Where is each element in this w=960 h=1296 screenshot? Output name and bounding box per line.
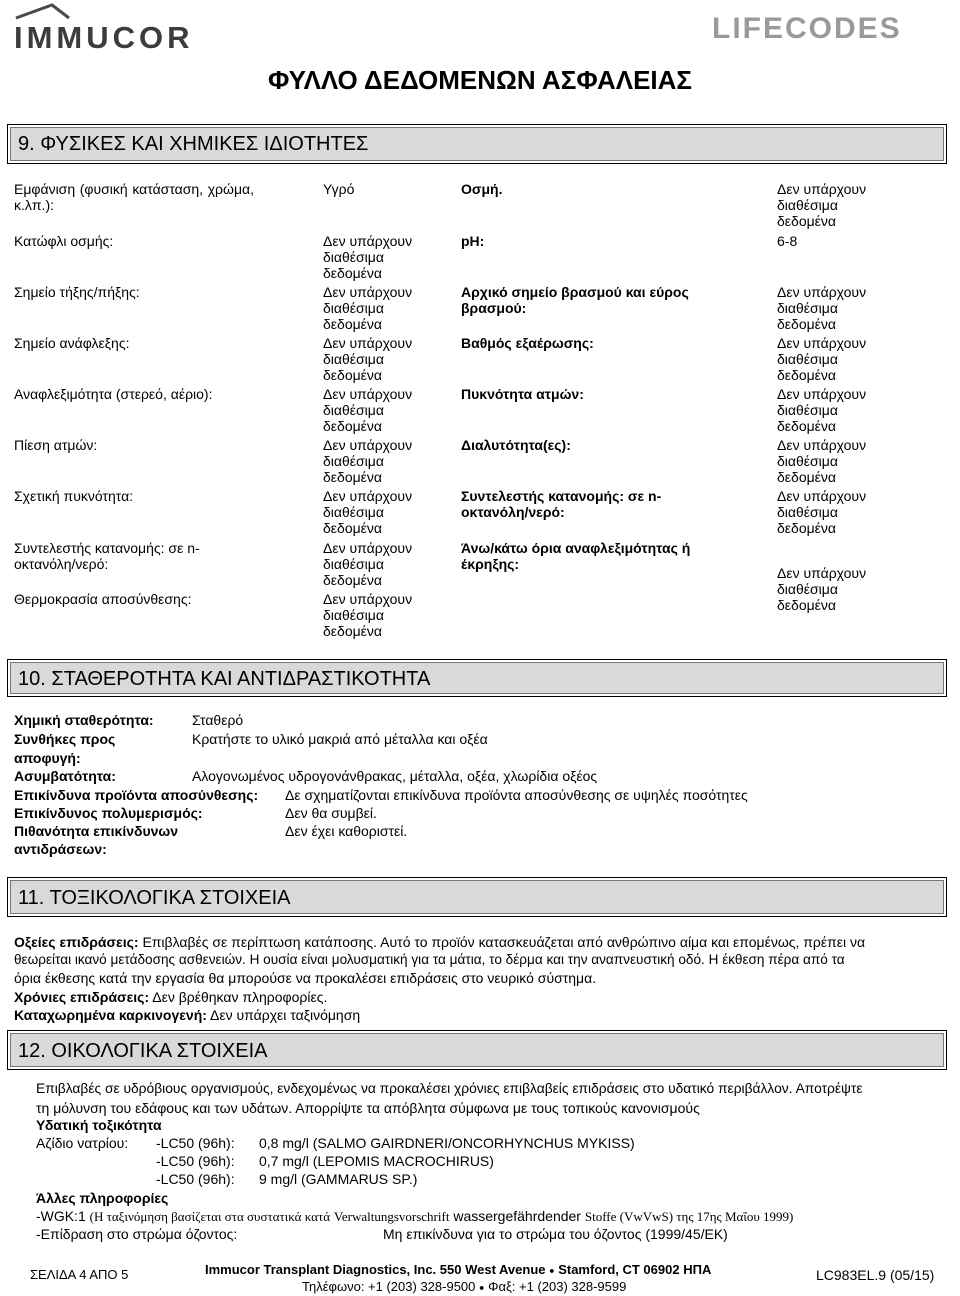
footer-page-number: ΣΕΛΙΔΑ 4 ΑΠΟ 5 (30, 1267, 129, 1282)
s9-right-label-vapour-density: Πυκνότητα ατμών: (461, 386, 584, 402)
wgk-note-1: (Η ταξινόμηση βασίζεται στα συστατικά κατά (89, 1209, 331, 1224)
ozone-label: -Επίδραση στο στρώμα όζοντος: (36, 1226, 238, 1242)
s9-left-value-flash-point: Δεν υπάρχουν διαθέσιμα δεδομένα (323, 335, 413, 383)
s9-right-label-explosive-limits: Άνω/κάτω όρια αναφλεξιμότητας ή έκρηξης: (461, 540, 691, 572)
s9-left-label-flash-point: Σημείο ανάφλεξης: (14, 335, 130, 351)
s9-left-value-appearance: Υγρό (323, 181, 355, 197)
section-12-title: 12. ΟΙΚΟΛΟΓΙΚΑ ΣΤΟΙΧΕΙΑ (18, 1040, 268, 1062)
acute-effects-line-1 (14, 934, 865, 950)
footer-phone: Τηλέφωνο: +1 (203) 328-9500 (302, 1279, 476, 1294)
footer-address-line (205, 1262, 711, 1279)
conditions-avoid-label-2: αποφυγή: (14, 750, 81, 766)
chronic-effects-value: Δεν βρέθηκαν πληροφορίες. (152, 989, 328, 1005)
section-9-header (7, 124, 947, 164)
chronic-effects-label: Χρόνιες επιδράσεις: (14, 989, 150, 1005)
s9-right-label-evaporation-rate: Βαθμός εξαέρωσης: (461, 335, 594, 351)
other-info-heading: Άλλες πληροφορίες (36, 1190, 169, 1206)
s9-left-label-flammability: Αναφλεξιμότητα (στερεό, αέριο): (14, 386, 213, 402)
acute-effects-label: Οξείες επιδράσεις: (14, 934, 139, 950)
footer-document-code: LC983EL.9 (05/15) (816, 1267, 935, 1283)
ozone-value: Μη επικίνδυνα για το στρώμα του όζοντος (1999/45/EK) (383, 1226, 728, 1242)
stability-value: Σταθερό (192, 712, 244, 728)
s9-left-value-decomposition-temp: Δεν υπάρχουν διαθέσιμα δεδομένα (323, 591, 413, 639)
s9-left-label-relative-density: Σχετική πυκνότητα: (14, 488, 134, 504)
section-10-title: 10. ΣΤΑΘΕΡΟΤΗΤΑ ΚΑΙ ΑΝΤΙΔΡΑΣΤΙΚΟΤΗΤΑ (18, 668, 431, 690)
s9-left-value-vapour-pressure: Δεν υπάρχουν διαθέσιμα δεδομένα (323, 437, 413, 485)
acute-effects-text-1: Επιβλαβές σε περίπτωση κατάποσης. Αυτό το προϊόν κατασκευάζεται από ανθρώπινο αίμα και επομένως, πρέπει να (142, 934, 866, 950)
section-11-header (7, 877, 947, 917)
s9-right-value-boiling-point: Δεν υπάρχουν διαθέσιμα δεδομένα (777, 284, 867, 332)
s9-right-label-ph: pH: (461, 233, 485, 249)
immucor-logo (14, 2, 214, 55)
reactions-value: Δεν έχει καθοριστεί. (285, 823, 408, 839)
s9-right-value-partition-coefficient: Δεν υπάρχουν διαθέσιμα δεδομένα (777, 488, 867, 536)
carcinogens (14, 1007, 360, 1023)
stability-label: Χημική σταθερότητα: (14, 712, 154, 728)
wgk-note-3: wassergefährdender (453, 1208, 581, 1224)
decomposition-label: Επικίνδυνα προϊόντα αποσύνθεσης: (14, 787, 259, 803)
s9-right-value-vapour-density: Δεν υπάρχουν διαθέσιμα δεδομένα (777, 386, 867, 434)
section-9-title: 9. ΦΥΣΙΚΕΣ ΚΑΙ ΧΗΜΙΚΕΣ ΙΔΙΟΤΗΤΕΣ (18, 133, 369, 155)
s9-left-label-vapour-pressure: Πίεση ατμών: (14, 437, 98, 453)
s9-left-label-melting-point: Σημείο τήξης/πήξης: (14, 284, 140, 300)
incompatibility-label: Ασυμβατότητα: (14, 768, 116, 784)
s9-right-label-partition-coefficient: Συντελεστής κατανομής: σε n-οκτανόλη/νερό: (461, 488, 662, 520)
s9-left-value-relative-density: Δεν υπάρχουν διαθέσιμα δεδομένα (323, 488, 413, 536)
s9-left-value-odor-threshold: Δεν υπάρχουν διαθέσιμα δεδομένα (323, 233, 413, 281)
wgk-line (36, 1208, 793, 1225)
tox-test-1: -LC50 (96h): (156, 1135, 235, 1151)
eco-line-2: τη μόλυνση του εδάφους και των υδάτων. Απορρίψτε τα απόβλητα σύμφωνα με τους τοπικούς κανονισμούς (36, 1100, 700, 1116)
tox-value-2: 0,7 mg/l (LEPOMIS MACROCHIRUS) (259, 1153, 494, 1169)
wgk-note-2: Verwaltungsvorschrift (333, 1209, 450, 1224)
acute-effects-line-2: θεωρείται ικανό μετάδοσης ασθενειών. Η ουσία είναι μολυσματική για τα μάτια, το δέρμα και την αναπνευστική οδό. Η έκθεση πέρα από τα (14, 952, 845, 967)
tox-value-3: 9 mg/l (GAMMARUS SP.) (259, 1171, 418, 1187)
section-11-title: 11. ΤΟΞΙΚΟΛΟΓΙΚΑ ΣΤΟΙΧΕΙΑ (18, 887, 291, 909)
carcinogens-label: Καταχωρημένα καρκινογενή: (14, 1007, 207, 1023)
s9-right-value-odor: Δεν υπάρχουν διαθέσιμα δεδομένα (777, 181, 867, 229)
footer-city: Stamford, CT 06902 ΗΠΑ (558, 1262, 712, 1277)
reactions-label-2: αντιδράσεων: (14, 841, 107, 857)
section-12-header (7, 1030, 947, 1070)
footer-fax: Φαξ: +1 (203) 328-9599 (488, 1279, 627, 1294)
footer-contact-line (302, 1279, 626, 1296)
s9-right-value-solubility: Δεν υπάρχουν διαθέσιμα δεδομένα (777, 437, 867, 485)
s9-left-label-partition-coefficient: Συντελεστής κατανομής: σε n-οκτανόλη/νερό: (14, 540, 200, 572)
s9-right-label-solubility: Διαλυτότητα(ες): (461, 437, 571, 453)
immucor-wordmark: IMMUCOR (14, 20, 194, 55)
s9-left-value-melting-point: Δεν υπάρχουν διαθέσιμα δεδομένα (323, 284, 413, 332)
s9-left-value-flammability: Δεν υπάρχουν διαθέσιμα δεδομένα (323, 386, 413, 434)
conditions-avoid-value: Κρατήστε το υλικό μακριά από μέταλλα και οξέα (192, 731, 488, 747)
tox-value-1: 0,8 mg/l (SALMO GAIRDNERI/ONCORHYNCHUS MYKISS) (259, 1135, 635, 1151)
s9-left-value-partition-coefficient: Δεν υπάρχουν διαθέσιμα δεδομένα (323, 540, 413, 588)
acute-effects-line-3: όρια έκθεσης κατά την εργασία θα μπορούσε να προκαλέσει επιδράσεις στο νευρικό σύστημα. (14, 970, 597, 986)
wgk-note-4: Stoffe (VwVwS) της 17ης Μαΐου 1999) (584, 1209, 794, 1224)
aquatic-toxicity-heading: Υδατική τοξικότητα (36, 1117, 162, 1133)
wgk-code: -WGK:1 (36, 1208, 86, 1224)
s9-right-label-boiling-point: Αρχικό σημείο βρασμού και εύρος βρασμού: (461, 284, 689, 316)
polymerization-value: Δεν θα συμβεί. (285, 805, 377, 821)
bullet-icon: ● (549, 1265, 555, 1276)
s9-left-label-appearance: Εμφάνιση (φυσική κατάσταση, χρώμα, κ.λπ.): (14, 181, 254, 213)
document-title: ΦΥΛΛΟ ΔΕΔΟΜΕΝΩΝ ΑΣΦΑΛΕΙΑΣ (267, 65, 693, 95)
tox-test-2: -LC50 (96h): (156, 1153, 235, 1169)
incompatibility-value: Αλογονωμένος υδρογονάνθρακας, μέταλλα, οξέα, χλωρίδια οξέος (192, 768, 598, 784)
conditions-avoid-label-1: Συνθήκες προς (14, 731, 116, 747)
s9-left-label-decomposition-temp: Θερμοκρασία αποσύνθεσης: (14, 591, 192, 607)
tox-test-3: -LC50 (96h): (156, 1171, 235, 1187)
s9-right-label-odor: Οσμή. (461, 181, 503, 197)
reactions-label-1: Πιθανότητα επικίνδυνων (14, 823, 179, 839)
s9-left-label-odor-threshold: Κατώφλι οσμής: (14, 233, 114, 249)
polymerization-label: Επικίνδυνος πολυμερισμός: (14, 805, 203, 821)
chronic-effects (14, 989, 327, 1005)
bullet-icon: ● (479, 1282, 485, 1293)
s9-right-value-explosive-limits: Δεν υπάρχουν διαθέσιμα δεδομένα (777, 565, 867, 613)
eco-line-1: Επιβλαβές σε υδρόβιους οργανισμούς, ενδεχομένως να προκαλέσει χρόνιες επιβλαβείς επιδράσεις στο υδατικό περιβάλλον. Αποτρέψτε (36, 1081, 863, 1096)
carcinogens-value: Δεν υπάρχει ταξινόμηση (210, 1007, 361, 1023)
s9-right-value-ph: 6-8 (777, 233, 798, 249)
section-10-header (7, 659, 947, 697)
footer-company: Immucor Transplant Diagnostics, Inc. 550 West Avenue (205, 1262, 546, 1277)
lifecodes-logo: LIFECODES (712, 12, 902, 45)
substance-name: Αζίδιο νατρίου: (36, 1135, 129, 1151)
decomposition-value: Δε σχηματίζονται επικίνδυνα προϊόντα αποσύνθεσης σε υψηλές ποσότητες (285, 787, 748, 803)
s9-right-value-evaporation-rate: Δεν υπάρχουν διαθέσιμα δεδομένα (777, 335, 867, 383)
